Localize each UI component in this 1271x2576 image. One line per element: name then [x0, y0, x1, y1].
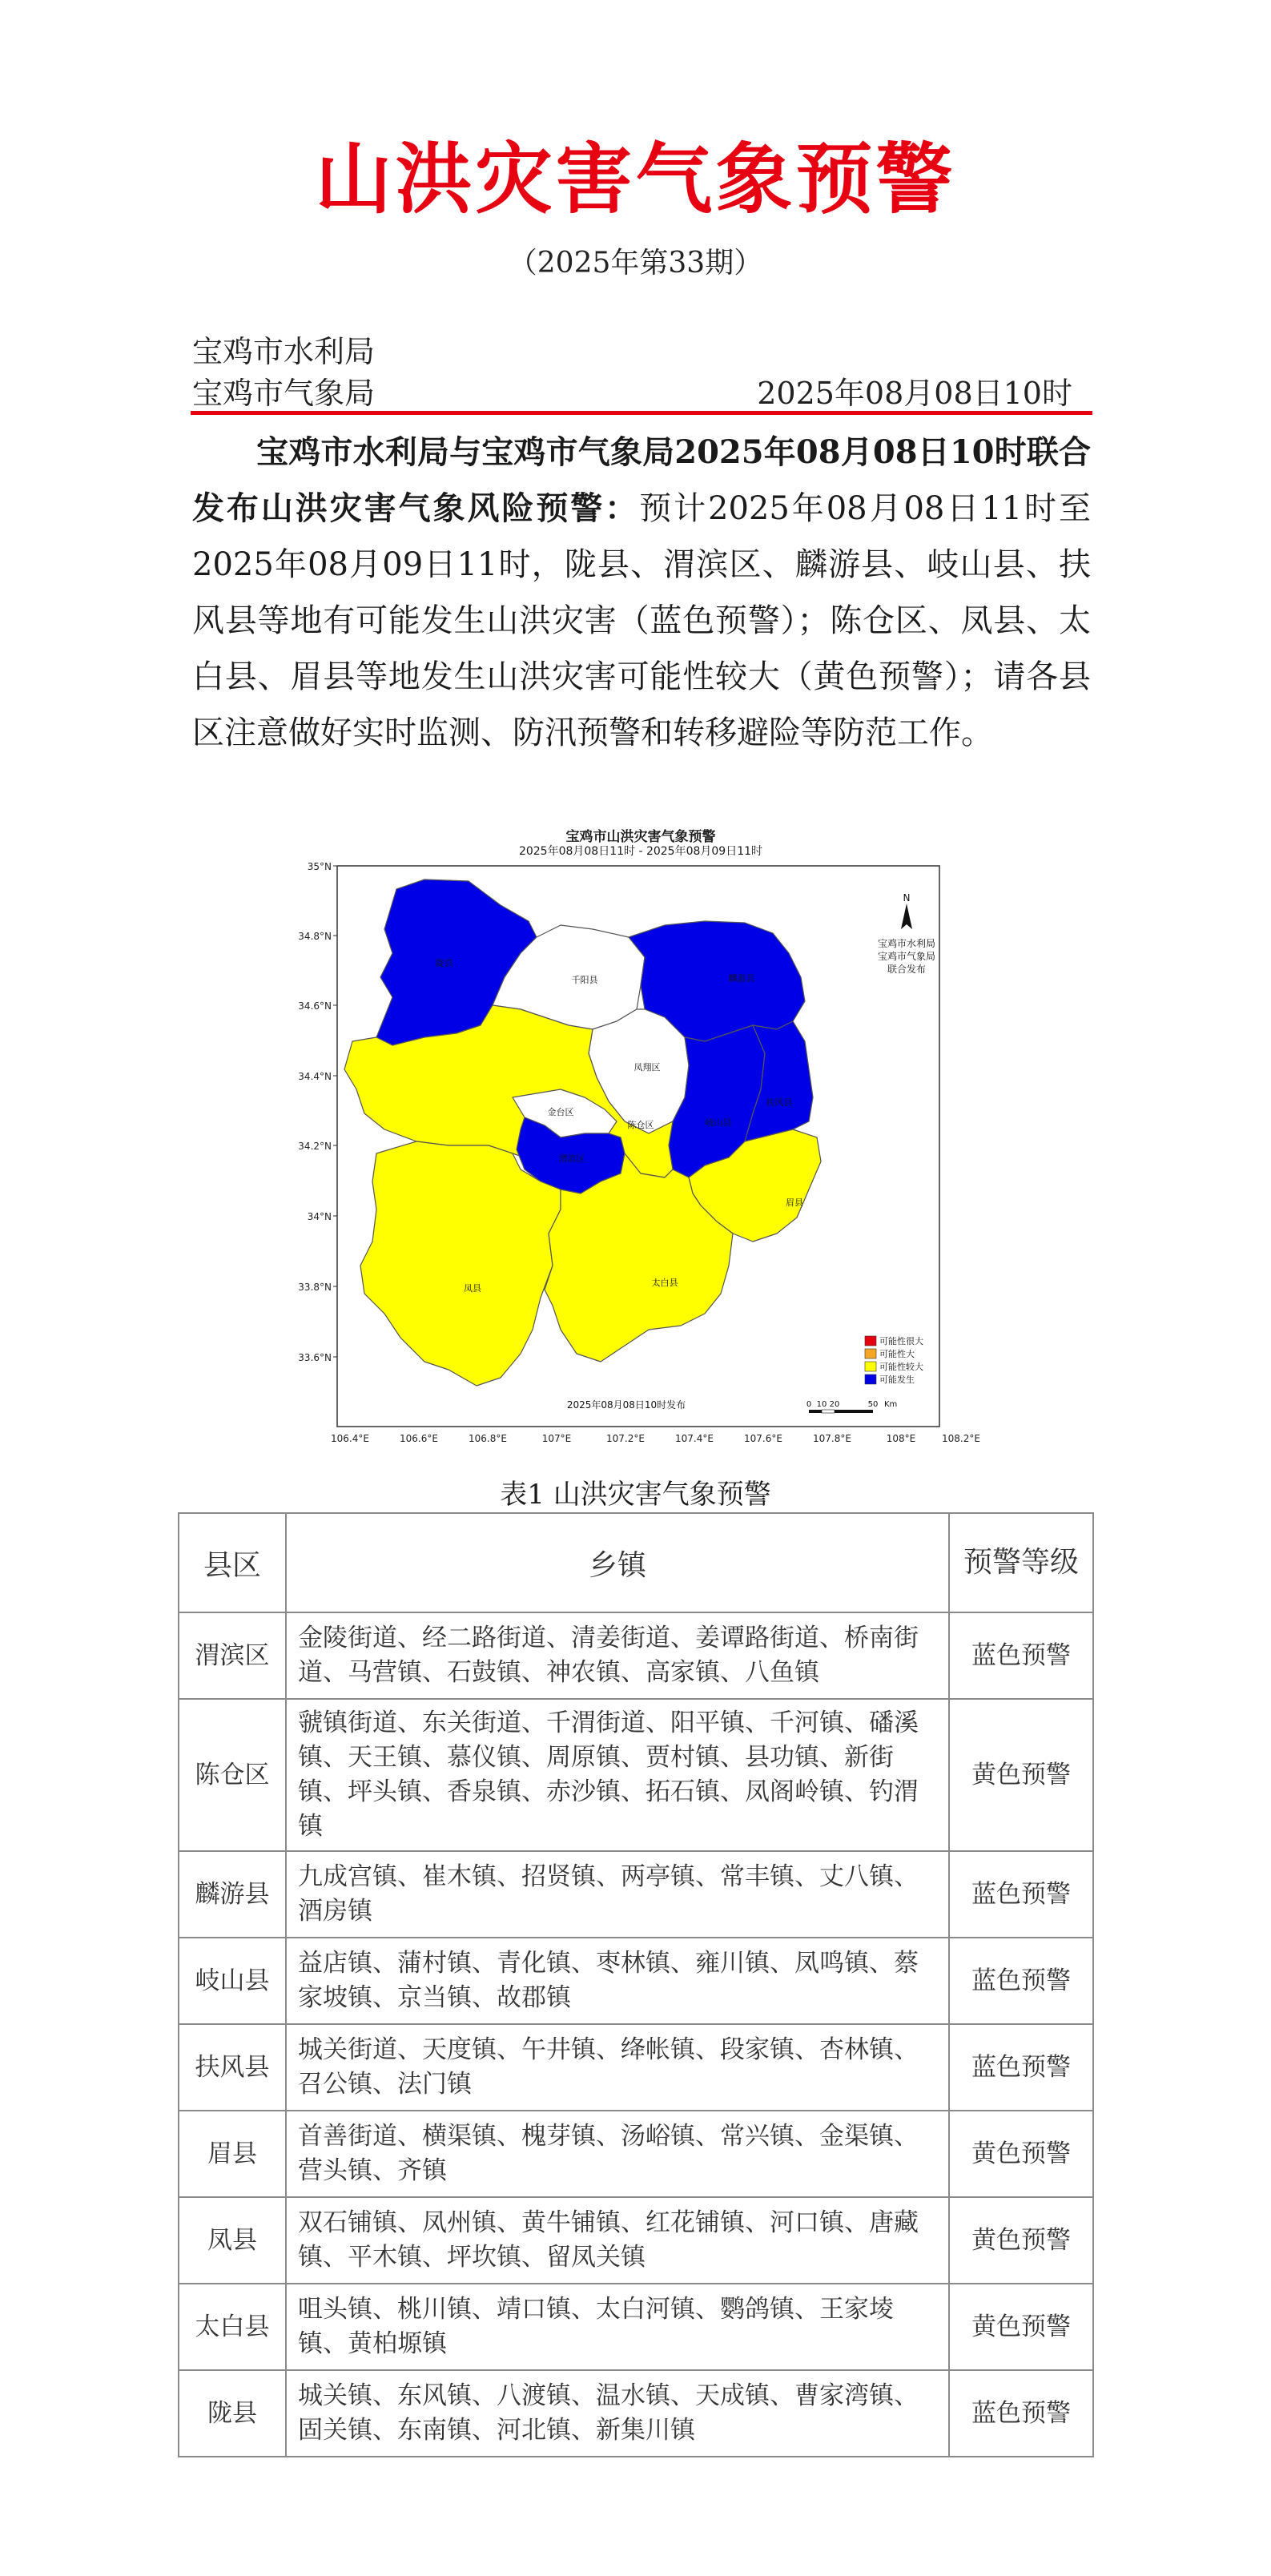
header-towns: 乡镇 [286, 1513, 949, 1612]
label-chencang: 陈仓区 [627, 1120, 654, 1130]
cell-towns: 城关镇、东风镇、八渡镇、温水镇、天成镇、曹家湾镇、固关镇、东南镇、河北镇、新集川镇 [286, 2370, 949, 2457]
map-publisher-3: 联合发布 [887, 964, 927, 975]
lat-label: 34.4°N [298, 1071, 332, 1082]
cell-level: 黄色预警 [949, 1699, 1093, 1851]
scale-label: 10 [816, 1400, 827, 1409]
lon-label: 107.8°E [813, 1433, 851, 1444]
cell-county: 凤县 [179, 2197, 286, 2284]
cell-level: 黄色预警 [949, 2197, 1093, 2284]
scale-label: 0 [806, 1400, 812, 1409]
map-title: 宝鸡市山洪灾害气象预警 [565, 829, 716, 845]
red-divider [191, 411, 1092, 415]
legend-label: 可能性较大 [879, 1362, 923, 1372]
cell-towns: 首善街道、横渠镇、槐芽镇、汤峪镇、常兴镇、金渠镇、营头镇、齐镇 [286, 2111, 949, 2197]
cell-county: 太白县 [179, 2284, 286, 2370]
table-header-row [179, 1513, 1093, 1612]
lat-label: 34.8°N [298, 931, 332, 942]
cell-level: 蓝色预警 [949, 1938, 1093, 2024]
lon-label: 107.4°E [675, 1433, 714, 1444]
label-weibin: 渭滨区 [558, 1153, 585, 1164]
label-longxian: 陇县 [436, 958, 453, 968]
label-fengxiang: 凤翔区 [633, 1062, 661, 1073]
legend-swatch-orange [865, 1349, 876, 1358]
issuer-water-bureau: 宝鸡市水利局 [192, 334, 376, 369]
scale-label: 20 [829, 1400, 840, 1409]
lat-label: 34.2°N [298, 1141, 332, 1152]
cell-level: 蓝色预警 [949, 2370, 1093, 2457]
warning-table [178, 1512, 1094, 2457]
table-caption: 表1 山洪灾害气象预警 [500, 1479, 771, 1511]
label-meixian: 眉县 [786, 1197, 803, 1208]
cell-county: 陇县 [179, 2370, 286, 2457]
table-row [179, 2370, 1093, 2457]
lat-label: 33.6°N [298, 1352, 332, 1363]
cell-county: 扶风县 [179, 2024, 286, 2111]
warning-lead: 宝鸡市水利局与宝鸡市气象局2025年08月08日10时联合发布山洪灾害气象风险预警： [192, 433, 1091, 527]
table-row [179, 2197, 1093, 2284]
header-level: 预警等级 [949, 1513, 1093, 1612]
cell-county: 眉县 [179, 2111, 286, 2197]
map-subtitle: 2025年08月08日11时 - 2025年08月09日11时 [518, 845, 763, 858]
label-qianyang: 千阳县 [571, 975, 598, 985]
longitude-axis [331, 1433, 980, 1444]
table-row [179, 2024, 1093, 2111]
map-release-time: 2025年08月08日10时发布 [566, 1399, 686, 1411]
legend-swatch-red [865, 1336, 876, 1346]
warning-text: 预计2025年08月08日11时至2025年08月09日11时，陇县、渭滨区、麟游县、岐山县、扶风县等地有可能发生山洪灾害（蓝色预警）；陈仓区、凤县、太白县、眉县等地发生山洪灾害可能性较大（黄色预警）；请各县区注意做好实时监测、防汛预警和转移避险等防范工作。 [192, 490, 1091, 751]
cell-towns: 金陵街道、经二路街道、清姜街道、姜谭路街道、桥南街道、马营镇、石鼓镇、神农镇、高家镇、八鱼镇 [286, 1612, 949, 1699]
lat-label: 33.8°N [298, 1282, 332, 1293]
label-linyou: 麟游县 [728, 973, 755, 984]
scale-label: 50 [867, 1400, 879, 1409]
warning-map [298, 825, 980, 1458]
lat-label: 34°N [307, 1211, 332, 1222]
table-row [179, 1612, 1093, 1699]
table-row [179, 2111, 1093, 2197]
cell-towns: 益店镇、蒲村镇、青化镇、枣林镇、雍川镇、凤鸣镇、蔡家坡镇、京当镇、故郡镇 [286, 1938, 949, 2024]
label-taibai: 太白县 [651, 1278, 678, 1288]
lon-label: 107°E [541, 1433, 572, 1444]
issue-number: （2025年第33期） [508, 247, 763, 280]
cell-level: 蓝色预警 [949, 1851, 1093, 1938]
cell-level: 蓝色预警 [949, 2024, 1093, 2111]
lon-label: 106.4°E [331, 1433, 369, 1444]
lat-label: 35°N [307, 861, 332, 872]
cell-towns: 九成宫镇、崔木镇、招贤镇、两亭镇、常丰镇、丈八镇、酒房镇 [286, 1851, 949, 1938]
cell-level: 黄色预警 [949, 2111, 1093, 2197]
table-row [179, 1938, 1093, 2024]
legend-label: 可能性很大 [879, 1336, 923, 1346]
issuer-weather-bureau: 宝鸡市气象局 [192, 376, 376, 411]
warning-paragraph [192, 425, 1091, 761]
label-fengxian: 凤县 [464, 1283, 481, 1294]
label-qishan: 岐山县 [705, 1117, 732, 1128]
cell-towns: 双石铺镇、凤州镇、黄牛铺镇、红花铺镇、河口镇、唐藏镇、平木镇、坪坎镇、留凤关镇 [286, 2197, 949, 2284]
map-canvas [298, 857, 980, 1458]
document-title: 山洪灾害气象预警 [315, 135, 956, 224]
table-row [179, 1699, 1093, 1851]
latitude-axis [298, 861, 337, 1363]
label-jintai: 金台区 [547, 1107, 574, 1117]
cell-county: 麟游县 [179, 1851, 286, 1938]
legend-swatch-yellow [865, 1362, 876, 1371]
map-publisher-1: 宝鸡市水利局 [877, 938, 936, 949]
table-row [179, 2284, 1093, 2370]
lon-label: 106.6°E [400, 1433, 438, 1444]
lat-label: 34.6°N [298, 1000, 332, 1012]
cell-towns: 咀头镇、桃川镇、靖口镇、太白河镇、鹦鸽镇、王家堎镇、黄柏塬镇 [286, 2284, 949, 2370]
cell-county: 陈仓区 [179, 1699, 286, 1851]
cell-towns: 虢镇街道、东关街道、千渭街道、阳平镇、千河镇、磻溪镇、天王镇、慕仪镇、周原镇、贾村镇、县功镇、新街镇、坪头镇、香泉镇、赤沙镇、拓石镇、凤阁岭镇、钓渭镇 [286, 1699, 949, 1851]
scale-label: Km [884, 1400, 898, 1409]
cell-towns: 城关街道、天度镇、午井镇、绛帐镇、段家镇、杏林镇、召公镇、法门镇 [286, 2024, 949, 2111]
legend-label: 可能发生 [879, 1375, 915, 1385]
label-fufeng: 扶风县 [766, 1097, 793, 1108]
lon-label: 106.8°E [469, 1433, 507, 1444]
issue-date: 2025年08月08日10时 [757, 376, 1072, 411]
lon-label: 108.2°E [942, 1433, 980, 1444]
header-county: 县区 [179, 1513, 286, 1612]
cell-level: 黄色预警 [949, 2284, 1093, 2370]
north-label: N [903, 892, 911, 904]
cell-county: 渭滨区 [179, 1612, 286, 1699]
lon-label: 107.2°E [606, 1433, 645, 1444]
legend-label: 可能性大 [879, 1349, 915, 1359]
cell-county: 岐山县 [179, 1938, 286, 2024]
legend-swatch-blue [865, 1375, 876, 1384]
table-row [179, 1851, 1093, 1938]
lon-label: 108°E [886, 1433, 916, 1444]
map-publisher-2: 宝鸡市气象局 [877, 951, 936, 962]
cell-level: 蓝色预警 [949, 1612, 1093, 1699]
lon-label: 107.6°E [744, 1433, 782, 1444]
